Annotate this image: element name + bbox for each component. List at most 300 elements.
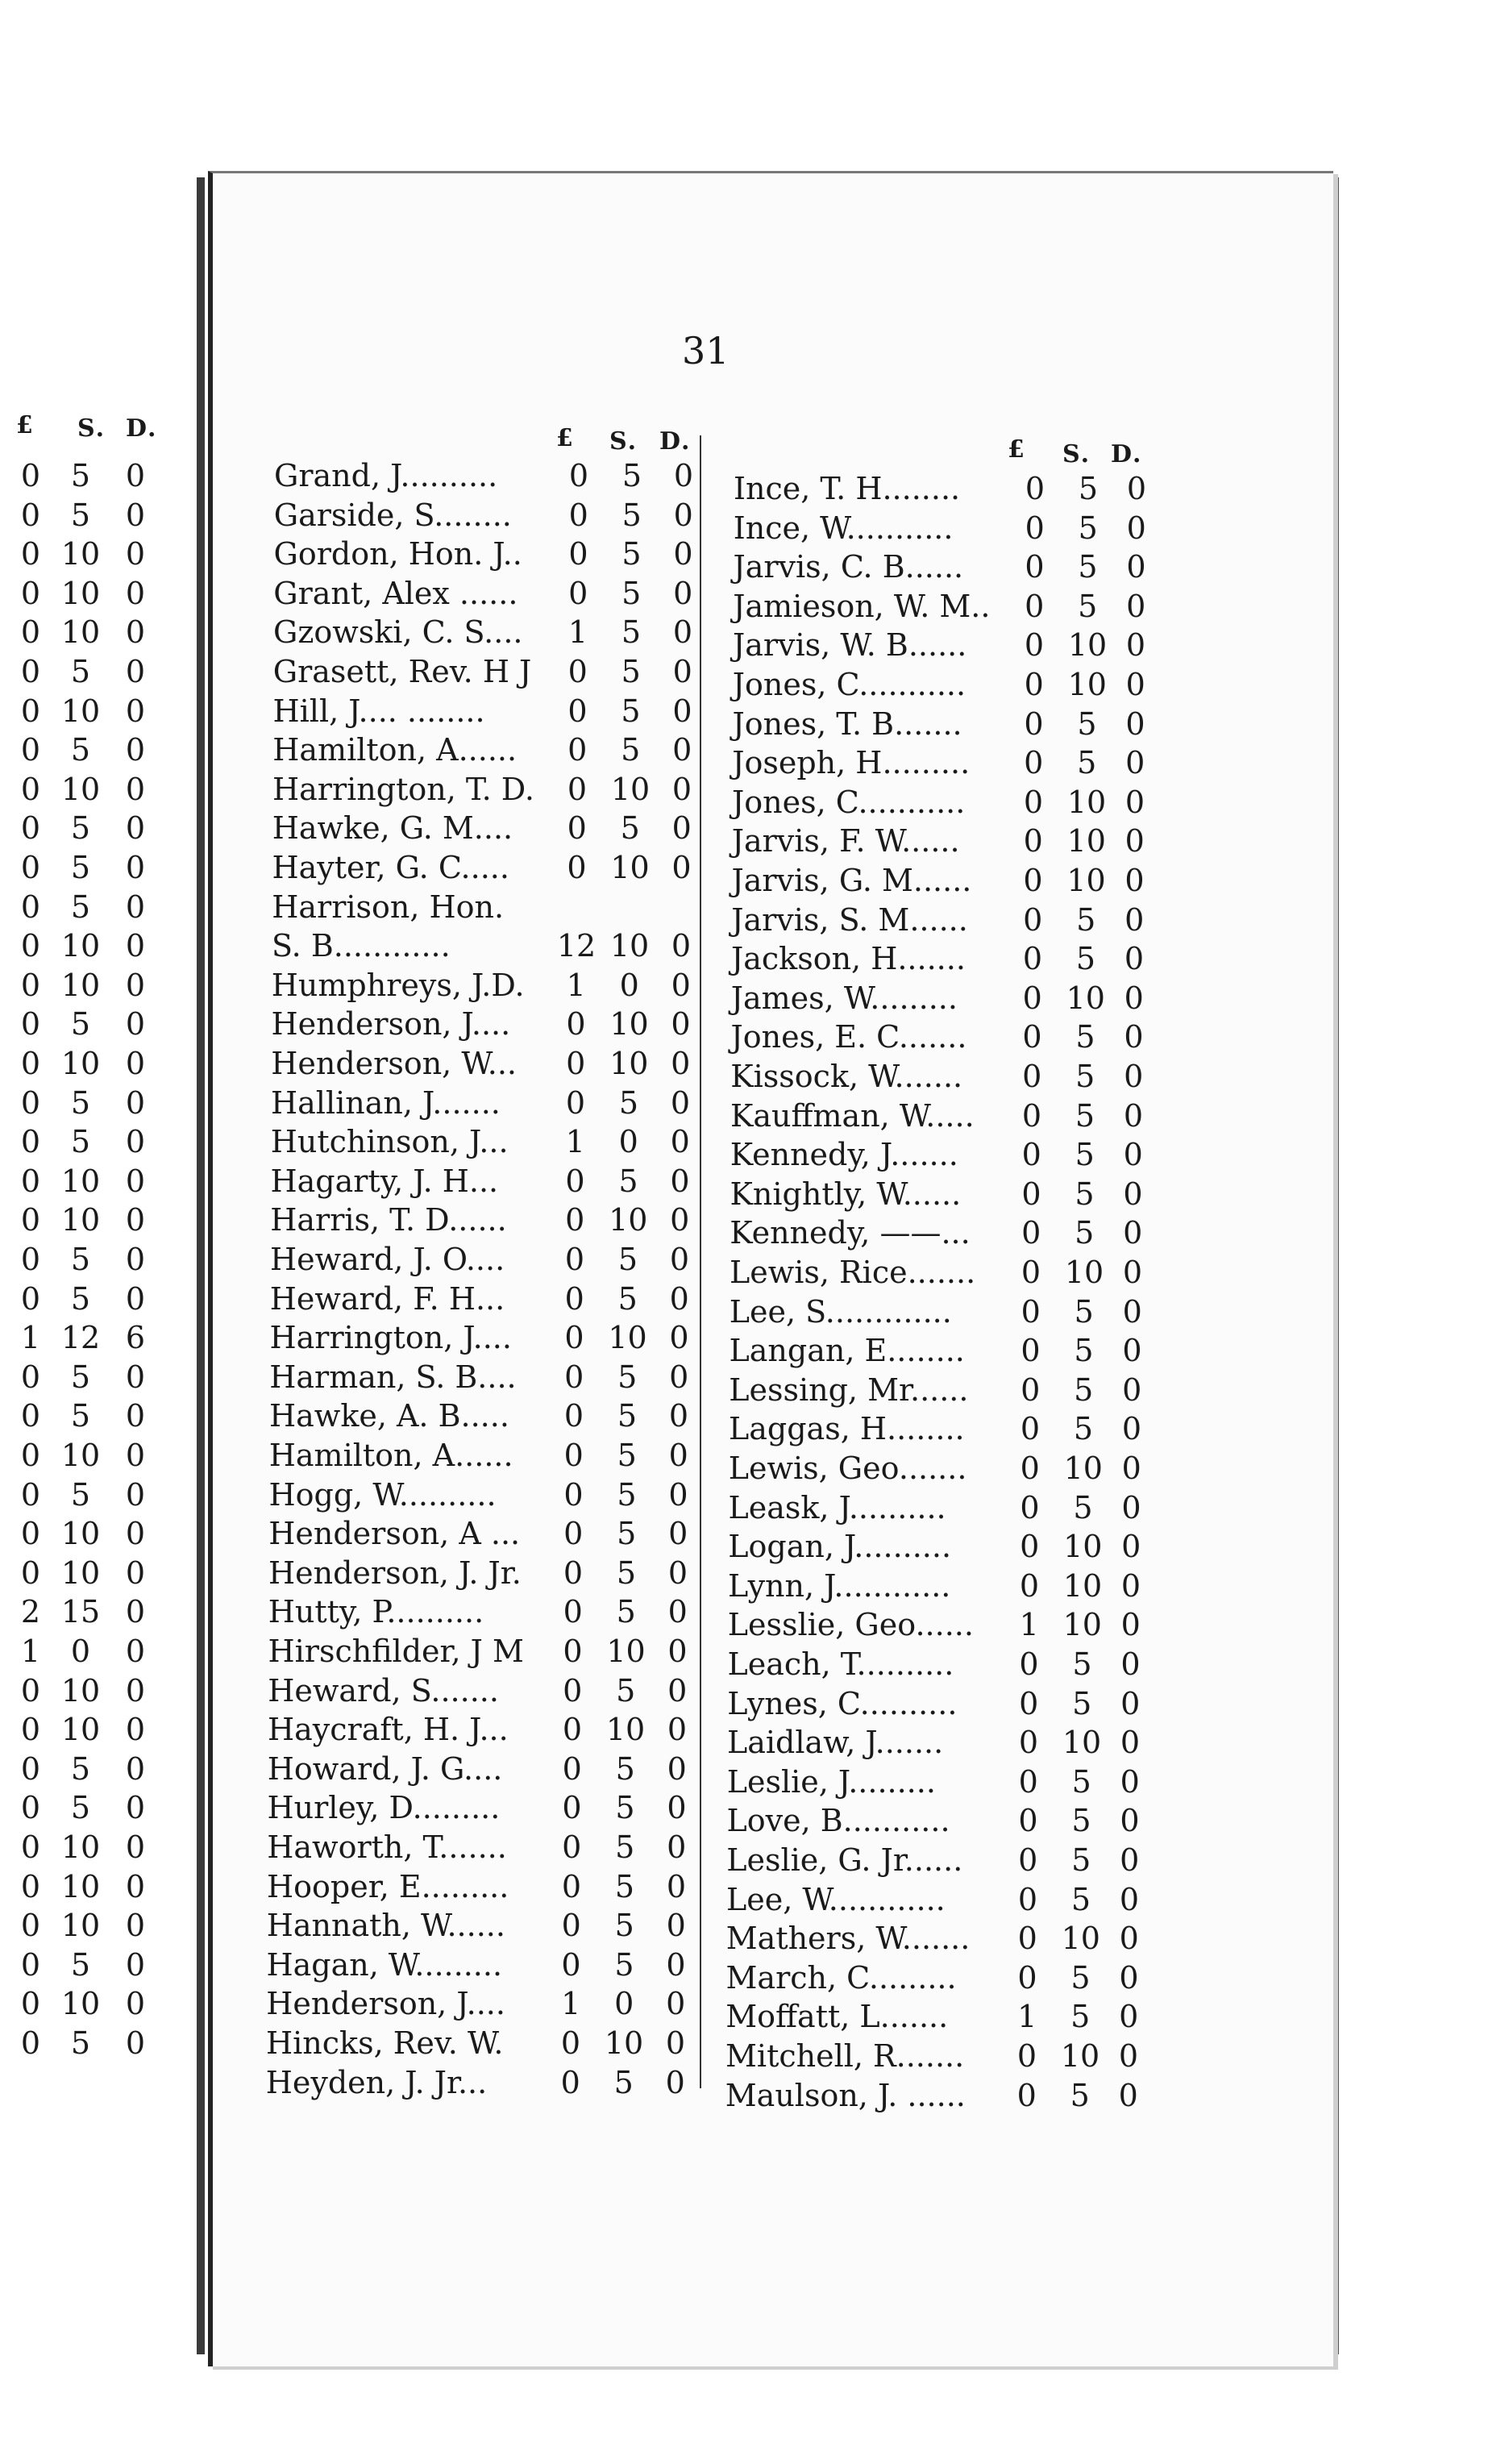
amount-shillings: 5: [1078, 510, 1098, 546]
amount-pence: 0: [1118, 2038, 1139, 2074]
table-row: [727, 1763, 1179, 1801]
amount-pounds: 1: [567, 614, 588, 651]
amount-shillings: 5: [1075, 941, 1096, 977]
amount-shillings: 10: [60, 693, 101, 729]
amount-pence: 0: [125, 1594, 146, 1630]
header-pence-col2: D.: [1111, 440, 1143, 468]
amount-pounds: 0: [1023, 863, 1043, 898]
amount-pounds: 0: [1017, 1921, 1037, 1957]
amount-pence: 0: [666, 1868, 687, 1904]
amount-pounds: 0: [1017, 1881, 1038, 1917]
amount-shillings: 10: [1060, 2038, 1100, 2074]
left-fragment-row: [0, 1396, 161, 1435]
amount-pounds: 0: [562, 1750, 582, 1787]
amount-pence: 0: [1123, 1215, 1143, 1251]
amount-pence: 0: [1126, 549, 1146, 585]
amount-pounds: 0: [1021, 1371, 1041, 1408]
amount-pence: 0: [1122, 1333, 1142, 1369]
amount-shillings: 10: [1067, 667, 1107, 702]
table-row: [726, 1919, 1178, 1958]
amount-pounds: 0: [20, 614, 41, 651]
amount-pounds: 0: [1024, 745, 1044, 781]
table-row: [271, 1162, 722, 1201]
amount-pence: 0: [125, 458, 146, 493]
amount-shillings: 10: [1063, 1451, 1103, 1486]
amount-shillings: 5: [70, 1750, 91, 1787]
amount-pounds: 0: [20, 654, 41, 689]
table-row: [729, 1488, 1180, 1527]
table-row: [730, 1057, 1182, 1096]
table-row: [269, 1475, 721, 1514]
amount-pence: 0: [125, 693, 146, 729]
left-fragment-row: [0, 1122, 161, 1161]
amount-pounds: 0: [568, 458, 589, 493]
amount-shillings: 10: [60, 1202, 101, 1238]
subscriber-name: Jones, C...........: [732, 667, 967, 702]
amount-shillings: 10: [60, 1046, 101, 1081]
subscriber-name: Knightly, W......: [730, 1176, 962, 1212]
amount-shillings: 5: [1078, 549, 1098, 585]
table-row: [270, 1201, 721, 1239]
subscriber-name: Howard, J. G....: [267, 1750, 503, 1787]
amount-pence: 0: [125, 1202, 146, 1238]
amount-pounds: 2: [20, 1594, 41, 1630]
amount-pence: 0: [125, 1242, 146, 1277]
left-fragment-row: [0, 574, 161, 613]
amount-pence: 0: [1124, 863, 1145, 898]
table-row: [732, 822, 1183, 860]
left-fragment-row: [0, 888, 161, 926]
subscriber-name: Leslie, J.........: [726, 1763, 936, 1800]
amount-shillings: 5: [621, 654, 641, 689]
left-fragment-row: [0, 926, 161, 965]
subscriber-name: Hirschfilder, J M: [268, 1634, 524, 1669]
amount-shillings: 5: [617, 1438, 637, 1473]
amount-shillings: 5: [70, 1946, 91, 1983]
amount-pounds: 0: [1018, 1763, 1038, 1800]
amount-pounds: 0: [20, 810, 41, 847]
amount-pence: 0: [672, 693, 692, 729]
table-row: [726, 1841, 1178, 1879]
amount-pounds: 0: [20, 1359, 41, 1395]
amount-pounds: 0: [563, 1476, 584, 1513]
left-fragment-row: [0, 1632, 161, 1671]
amount-pence: 0: [669, 1242, 690, 1277]
amount-shillings: 10: [60, 771, 101, 807]
amount-pounds: 0: [1021, 1215, 1041, 1251]
subscriber-name: Gordon, Hon. J..: [273, 536, 522, 572]
subscriber-name: Kennedy, ——...: [730, 1215, 971, 1251]
amount-shillings: 5: [615, 1790, 635, 1826]
amount-shillings: 5: [1070, 2077, 1090, 2113]
amount-pence: 0: [667, 1555, 688, 1591]
amount-pounds: 0: [1018, 1725, 1039, 1761]
amount-shillings: 5: [70, 1006, 91, 1043]
amount-pence: 0: [669, 1320, 689, 1356]
amount-pence: 0: [1121, 1451, 1141, 1486]
amount-shillings: 5: [1071, 1763, 1091, 1800]
amount-shillings: 5: [617, 1516, 637, 1552]
table-row: [729, 1449, 1180, 1488]
amount-shillings: 5: [1075, 1176, 1095, 1212]
amount-pence: 0: [667, 1672, 688, 1709]
subscriber-name: Mathers, W.......: [725, 1921, 971, 1957]
subscriber-name: Laggas, H........: [729, 1411, 965, 1447]
amount-shillings: 10: [60, 1163, 101, 1199]
amount-shillings: 5: [615, 1829, 635, 1865]
table-row: [271, 1044, 722, 1083]
amount-shillings: 0: [70, 1634, 91, 1669]
amount-shillings: 10: [60, 575, 101, 611]
amount-pence: 0: [125, 536, 146, 572]
amount-pounds: 0: [563, 1516, 584, 1552]
amount-pence: 0: [1124, 1019, 1144, 1055]
subscriber-name: S. B............: [272, 928, 451, 964]
amount-pence: 0: [669, 1359, 689, 1395]
left-fragment-row: [0, 1984, 161, 2023]
header-pence-col1: D.: [659, 427, 692, 456]
amount-pounds: 0: [563, 1398, 584, 1434]
amount-shillings: 5: [70, 1242, 91, 1277]
table-row: [730, 1213, 1181, 1252]
amount-pence: 0: [125, 771, 146, 807]
table-row: [272, 966, 723, 1005]
amount-pounds: 0: [20, 1908, 41, 1944]
subscriber-name: Jones, C...........: [732, 784, 966, 820]
amount-pounds: 0: [1021, 1176, 1041, 1212]
amount-shillings: 5: [70, 889, 91, 925]
amount-pounds: 0: [20, 1946, 41, 1983]
subscriber-name: Henderson, J. Jr.: [268, 1555, 522, 1591]
amount-pence: 0: [1120, 1567, 1141, 1604]
subscriber-name: Jarvis, F. W......: [731, 823, 960, 859]
table-row: [268, 1710, 719, 1749]
amount-pence: 0: [666, 1986, 686, 2022]
amount-shillings: 5: [1070, 1881, 1091, 1917]
amount-pence: 0: [673, 458, 694, 493]
table-row: [732, 861, 1183, 900]
subscriber-name: Haworth, T.......: [267, 1829, 507, 1865]
amount-pence: 0: [125, 1280, 146, 1317]
amount-pounds: 0: [20, 1242, 41, 1277]
amount-pence: 0: [1123, 1176, 1143, 1212]
table-row: [269, 1396, 721, 1435]
amount-pence: 0: [125, 967, 146, 1003]
amount-pounds: 0: [1020, 1451, 1040, 1486]
amount-shillings: 5: [1073, 1489, 1093, 1525]
subscriber-name: Jarvis, S. M......: [731, 901, 968, 938]
amount-shillings: 5: [1075, 1019, 1095, 1055]
amount-pounds: 0: [560, 2064, 580, 2100]
amount-shillings: 5: [1070, 1999, 1091, 2035]
left-fragment-row: [0, 770, 161, 809]
subscriber-name: Jackson, H.......: [731, 941, 966, 977]
amount-pence: 0: [668, 1398, 689, 1434]
amount-pence: 0: [1119, 1959, 1139, 1996]
amount-shillings: 10: [609, 928, 650, 964]
subscriber-name: Maulson, J. ......: [725, 2077, 966, 2113]
amount-pence: 0: [125, 1006, 146, 1043]
amount-pounds: 0: [1019, 1646, 1039, 1682]
table-row: [272, 926, 723, 965]
table-row: [733, 665, 1184, 704]
amount-pounds: 0: [1025, 588, 1045, 624]
amount-pounds: 0: [560, 2025, 581, 2061]
left-fragment-row: [0, 730, 161, 769]
amount-shillings: 5: [1074, 1293, 1094, 1330]
table-row: [729, 1371, 1180, 1409]
amount-pence: 0: [673, 497, 693, 533]
amount-pounds: 0: [1024, 627, 1045, 664]
amount-pence: 0: [125, 810, 146, 847]
amount-shillings: 10: [610, 850, 650, 885]
subscriber-name: Lewis, Geo.......: [728, 1451, 967, 1486]
table-row: [727, 1801, 1179, 1840]
amount-shillings: 5: [614, 1908, 634, 1944]
amount-pounds: 0: [568, 497, 588, 533]
amount-pounds: 0: [20, 967, 41, 1003]
left-fragment-row: [0, 1280, 161, 1318]
table-row: [728, 1645, 1179, 1684]
subscriber-name: Heward, J. O....: [270, 1242, 505, 1277]
left-fragment-row: [0, 1240, 161, 1279]
amount-shillings: 10: [60, 967, 101, 1003]
amount-shillings: 10: [60, 1672, 101, 1709]
table-row: [732, 783, 1183, 822]
amount-pence: 0: [1121, 1529, 1141, 1565]
amount-pounds: 0: [567, 654, 588, 689]
amount-pounds: 0: [564, 1320, 584, 1356]
amount-pence: 0: [125, 1438, 146, 1473]
table-row: [733, 626, 1184, 664]
amount-shillings: 5: [70, 850, 91, 885]
amount-pounds: 0: [567, 810, 587, 847]
amount-pence: 0: [125, 1516, 146, 1552]
amount-shillings: 10: [608, 1320, 647, 1356]
table-row: [268, 1750, 719, 1788]
amount-pounds: 0: [20, 1790, 41, 1826]
amount-pounds: 0: [565, 1163, 585, 1199]
subscriber-name: Jones, T. B.......: [732, 705, 962, 742]
subscriber-name: Harrison, Hon.: [272, 889, 505, 925]
table-row: [267, 1867, 718, 1906]
amount-shillings: 5: [621, 693, 641, 729]
subscriber-name: Hamilton, A......: [272, 732, 518, 768]
amount-shillings: 5: [70, 2025, 91, 2061]
subscriber-name: Lee, W............: [726, 1881, 946, 1917]
amount-pounds: 1: [565, 1124, 585, 1160]
table-row: [727, 1684, 1179, 1723]
amount-pence: 0: [1120, 1685, 1141, 1721]
table-row: [728, 1605, 1179, 1644]
amount-shillings: 5: [617, 1280, 638, 1317]
amount-pounds: 0: [1022, 941, 1043, 977]
table-row: [734, 469, 1185, 508]
left-fragment-row: [0, 1436, 161, 1475]
amount-shillings: 10: [60, 1712, 101, 1748]
subscriber-name: Hill, J.... ........: [272, 693, 485, 729]
subscriber-name: Henderson, J....: [271, 1006, 511, 1043]
table-row: [731, 939, 1183, 978]
amount-pence: 0: [1125, 627, 1146, 664]
left-fragment-row: [0, 1514, 161, 1553]
amount-pounds: 0: [563, 1555, 584, 1591]
amount-shillings: 5: [616, 1594, 636, 1630]
header-shillings-col1: S.: [609, 427, 638, 456]
subscriber-name: Leslie, G. Jr......: [726, 1842, 963, 1878]
amount-pounds: 0: [20, 1516, 41, 1552]
amount-shillings: 10: [60, 1986, 101, 2022]
amount-shillings: 5: [70, 654, 91, 689]
amount-pounds: 0: [1016, 2038, 1037, 2074]
amount-pence: 0: [666, 1908, 686, 1944]
table-row: [271, 1084, 722, 1122]
amount-pence: 0: [671, 771, 692, 807]
amount-shillings: 5: [621, 458, 642, 493]
amount-pounds: 0: [20, 497, 41, 533]
amount-pence: 0: [125, 1398, 146, 1434]
book-spine: [197, 177, 205, 2354]
amount-pence: 0: [125, 1790, 146, 1826]
table-row: [267, 1906, 718, 1945]
amount-pence: 0: [667, 1712, 688, 1748]
subscriber-name: Joseph, H.........: [732, 745, 971, 781]
amount-pence: 0: [668, 1438, 688, 1473]
amount-pence: 0: [667, 1594, 688, 1630]
subscriber-name: Kennedy, J.......: [730, 1137, 958, 1173]
amount-pounds: 0: [561, 1946, 581, 1983]
amount-shillings: 10: [60, 928, 101, 964]
amount-shillings: 5: [1075, 1215, 1095, 1251]
subscriber-name: Hutchinson, J...: [270, 1124, 509, 1160]
table-row: [273, 692, 725, 730]
page-number: 31: [682, 329, 730, 373]
amount-shillings: 5: [617, 1242, 638, 1277]
subscriber-name: Grasett, Rev. H J: [272, 654, 532, 689]
amount-pounds: 0: [20, 850, 41, 885]
amount-pence: 0: [666, 1946, 686, 1983]
subscriber-name: Harman, S. B....: [269, 1359, 517, 1395]
header-pounds-col1: £: [556, 424, 575, 452]
subscriber-name: Ince, W...........: [733, 510, 954, 546]
amount-shillings: 5: [616, 1555, 637, 1591]
amount-shillings: 5: [1071, 1842, 1091, 1878]
amount-pence: 0: [672, 614, 693, 651]
amount-shillings: 10: [1064, 1255, 1104, 1290]
amount-shillings: 5: [70, 1790, 91, 1826]
amount-pence: 0: [1124, 901, 1145, 938]
subscriber-name: Henderson, A ...: [268, 1516, 521, 1552]
amount-pence: 0: [1122, 1293, 1142, 1330]
amount-pounds: 0: [20, 575, 41, 611]
amount-shillings: 5: [618, 1084, 639, 1121]
subscriber-name: Jarvis, G. M......: [731, 863, 972, 898]
amount-pence: 0: [125, 1908, 146, 1944]
amount-pounds: 0: [1019, 1567, 1040, 1604]
subscriber-name: Hawke, G. M....: [272, 810, 513, 847]
subscriber-name: Lynn, J............: [728, 1567, 951, 1604]
subscriber-name: Heward, S.......: [268, 1672, 499, 1709]
amount-shillings: 5: [1077, 705, 1097, 742]
amount-pence: 6: [125, 1320, 146, 1356]
left-fragment-row: [0, 1005, 161, 1043]
amount-pence: 0: [125, 1555, 146, 1591]
amount-pence: 0: [1120, 1607, 1141, 1643]
amount-shillings: 5: [1077, 745, 1097, 781]
table-row: [733, 705, 1184, 743]
amount-shillings: 5: [1070, 1959, 1091, 1996]
amount-shillings: 10: [60, 1868, 101, 1904]
header-pounds-left: £: [16, 411, 35, 439]
amount-shillings: 10: [60, 1516, 101, 1552]
amount-pounds: 0: [563, 1634, 583, 1669]
amount-pounds: 0: [20, 1280, 41, 1317]
amount-pounds: 0: [568, 536, 588, 572]
header-shillings-col2: S.: [1062, 440, 1091, 468]
amount-shillings: 0: [618, 1124, 638, 1160]
amount-pounds: 0: [1020, 1529, 1040, 1565]
amount-pence: 0: [125, 1359, 146, 1395]
amount-pounds: 0: [20, 732, 41, 768]
table-row: [733, 587, 1184, 626]
amount-pence: 0: [125, 497, 146, 533]
table-row: [727, 1723, 1179, 1762]
amount-shillings: 5: [621, 614, 642, 651]
amount-shillings: 5: [1078, 588, 1098, 624]
amount-shillings: 10: [1063, 1529, 1103, 1565]
amount-pence: 0: [125, 1634, 146, 1669]
subscriber-name: Love, B...........: [726, 1803, 950, 1839]
amount-pence: 0: [1121, 1489, 1141, 1525]
table-row: [267, 1828, 718, 1867]
amount-shillings: 5: [617, 1359, 638, 1395]
amount-shillings: 10: [60, 1438, 101, 1473]
table-row: [730, 1253, 1181, 1292]
amount-shillings: 5: [1075, 1097, 1095, 1134]
amount-pounds: 0: [562, 1790, 582, 1826]
amount-pounds: 1: [561, 1986, 581, 2022]
subscriber-name: Harrington, J....: [269, 1320, 512, 1356]
amount-pence: 0: [1124, 823, 1145, 859]
amount-shillings: 5: [613, 2064, 634, 2100]
amount-pounds: 0: [1019, 1685, 1039, 1721]
amount-shillings: 5: [1074, 1333, 1094, 1369]
amount-shillings: 5: [618, 1163, 638, 1199]
left-fragment-row: [0, 1867, 161, 1906]
table-row: [728, 1567, 1179, 1605]
amount-pence: 0: [1126, 510, 1146, 546]
subscriber-name: Heward, F. H...: [269, 1280, 505, 1317]
table-row: [271, 1122, 722, 1161]
amount-pounds: 1: [1019, 1607, 1039, 1643]
left-fragment-row: [0, 1554, 161, 1592]
amount-shillings: 10: [606, 1634, 646, 1669]
amount-pence: 0: [1120, 1842, 1140, 1878]
left-fragment-row: [0, 1906, 161, 1945]
amount-pence: 0: [670, 1084, 691, 1121]
subscriber-name: Hincks, Rev. W.: [266, 2025, 504, 2061]
amount-pence: 0: [1123, 1137, 1143, 1173]
left-fragment-row: [0, 1358, 161, 1396]
amount-pounds: 0: [561, 1908, 581, 1944]
amount-pounds: 0: [20, 1868, 41, 1904]
amount-shillings: 10: [60, 1555, 101, 1591]
amount-shillings: 10: [60, 536, 101, 572]
table-row: [266, 2024, 717, 2062]
amount-shillings: 5: [1075, 1137, 1095, 1173]
amount-pence: 0: [1122, 1371, 1142, 1408]
table-row: [272, 730, 724, 769]
